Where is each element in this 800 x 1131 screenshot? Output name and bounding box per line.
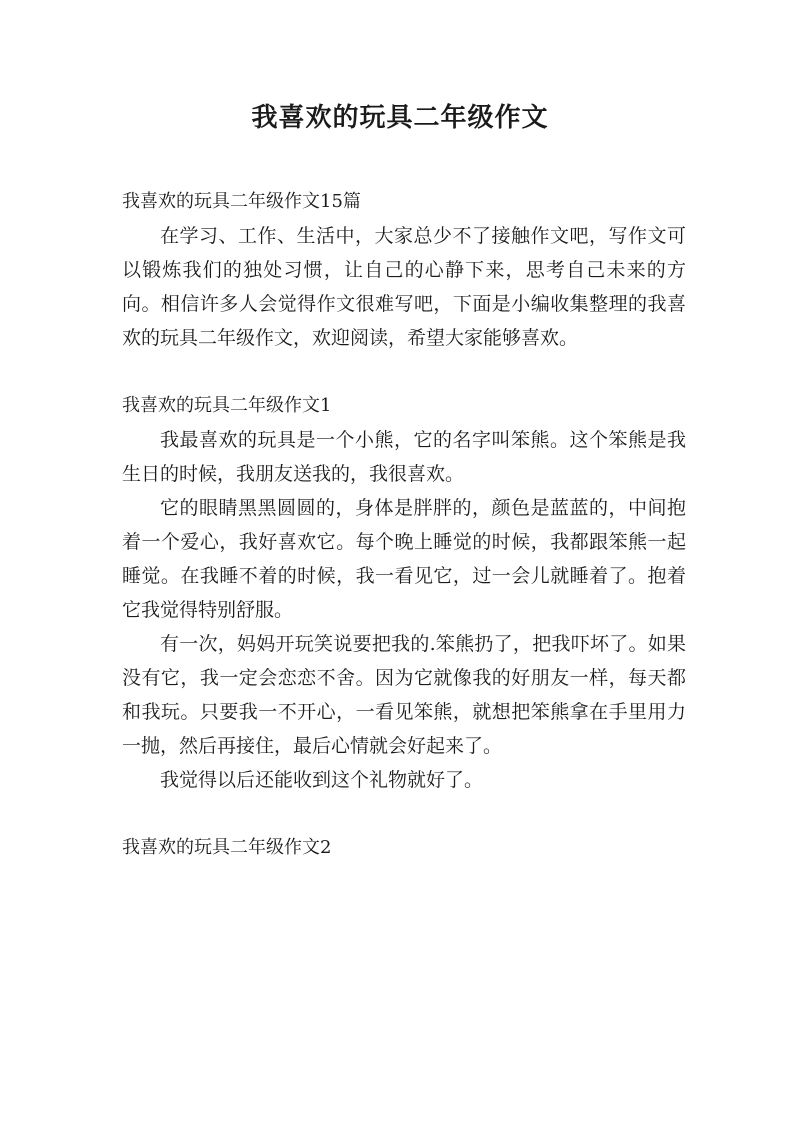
- intro-heading: 我喜欢的玩具二年级作文15篇: [122, 191, 361, 212]
- essay1-paragraph-2: 它的眼睛黑黑圆圆的，身体是胖胖的，颜色是蓝蓝的，中间抱着一个爱心，我好喜欢它。每个晚上睡觉的时候，我都跟笨熊一起睡觉。在我睡不着的时候，我一看见它，过一会儿就睡着了。抱着它我觉得特别舒服。: [122, 497, 686, 621]
- section-spacer: [122, 797, 686, 831]
- essay1-paragraph-4: 我觉得以后还能收到这个礼物就好了。: [160, 769, 484, 791]
- essay1-heading: 我喜欢的玩具二年级作文1: [122, 395, 332, 416]
- document-title: 我喜欢的玩具二年级作文: [251, 103, 549, 133]
- essay2-heading: 我喜欢的玩具二年级作文2: [122, 837, 332, 858]
- document-body: [122, 185, 686, 865]
- section-spacer: [122, 355, 686, 389]
- essay1-paragraph-1: 我最喜欢的玩具是一个小熊，它的名字叫笨熊。这个笨熊是我生日的时候，我朋友送我的，我很喜欢。: [122, 429, 686, 485]
- essay1-paragraph-3: 有一次，妈妈开玩笑说要把我的.笨熊扔了，把我吓坏了。如果没有它，我一定会恋恋不舍。因为它就像我的好朋友一样，每天都和我玩。只要我一不开心，一看见笨熊，就想把笨熊拿在手里用力一抛，然后再接住，最后心情就会好起来了。: [122, 633, 686, 757]
- intro-paragraph: 在学习、工作、生活中，大家总少不了接触作文吧，写作文可以锻炼我们的独处习惯，让自己的心静下来，思考自己未来的方向。相信许多人会觉得作文很难写吧，下面是小编收集整理的我喜欢的玩具二年级作文，欢迎阅读，希望大家能够喜欢。: [122, 225, 686, 349]
